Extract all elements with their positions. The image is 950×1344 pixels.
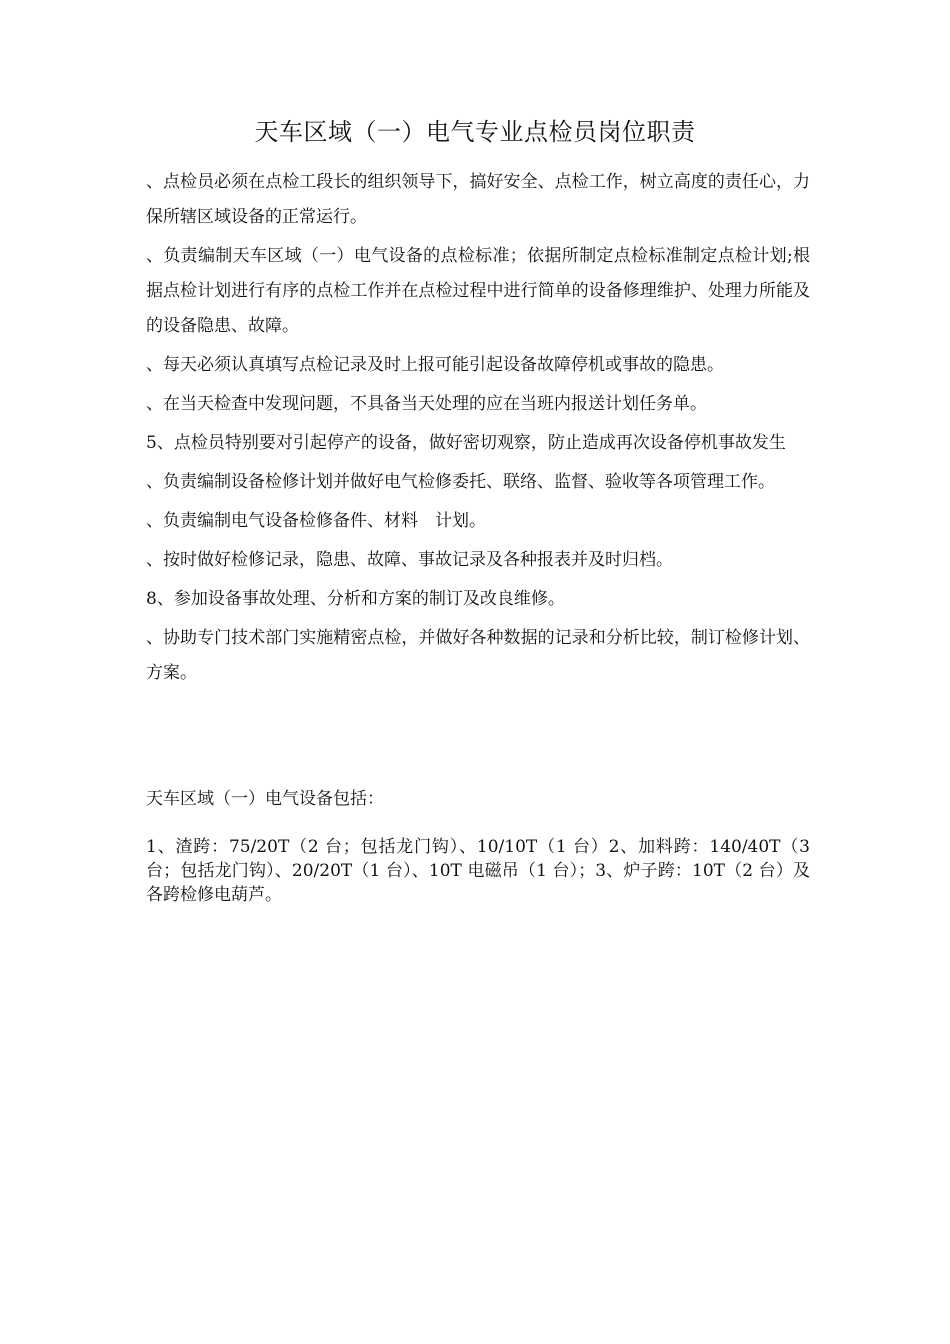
duty-item [146, 621, 810, 691]
duty-text: 负责编制设备检修计划并做好电气检修委托、联络、监督、验收等各项管理工作。 [163, 472, 775, 492]
duty-number: 、 [146, 355, 163, 375]
duty-text: 按时做好检修记录，隐患、故障、事故记录及各种报表并及时归档。 [163, 550, 673, 570]
duty-text: 协助专门技术部门实施精密点检，并做好各种数据的记录和分析比较，制订检修计划、方案。 [146, 628, 811, 683]
duty-number: 、 [146, 472, 163, 492]
duty-number: 、 [146, 246, 164, 266]
duty-text: 在当天检查中发现问题，不具备当天处理的应在当班内报送计划任务单。 [163, 394, 707, 414]
equipment-heading: 天车区域（一）电气设备包括： [146, 789, 384, 809]
duty-item [146, 543, 810, 578]
duty-text: 负责编制天车区域（一）电气设备的点检标准；依据所制定点检标准制定点检计划;根据点检计划进行有序的点检工作并在点检过程中进行简单的设备修理维护、处理力所能及的设备隐患、故障。 [146, 246, 810, 336]
duty-number: 、 [146, 550, 163, 570]
equipment-list: 1、渣跨：75/20T（2 台；包括龙门钩）、10/10T（1 台）2、加料跨：140/40T（3 台；包括龙门钩）、20/20T（1 台）、10T 电磁吊（1 台）；3、炉子跨：10T（2 台）及各跨检修电葫芦。 [146, 837, 810, 905]
duty-item [146, 465, 810, 500]
duty-item [146, 426, 810, 461]
duty-number: 8、 [146, 589, 174, 609]
duty-item [146, 348, 810, 383]
duty-item [146, 504, 810, 539]
duty-item [146, 387, 810, 422]
duty-item [146, 239, 810, 344]
duty-text: 负责编制电气设备检修备件、材料 计划。 [163, 511, 486, 531]
duty-text: 点检员特别要对引起停产的设备，做好密切观察，防止造成再次设备停机事故发生 [173, 433, 786, 453]
duty-number: 、 [146, 394, 163, 414]
duty-number: 、 [146, 172, 164, 192]
duty-number: 5、 [146, 433, 174, 453]
document-title: 天车区域（一）电气专业点检员岗位职责 [254, 118, 696, 146]
duties-list [146, 165, 810, 695]
duty-text: 每天必须认真填写点检记录及时上报可能引起设备故障停机或事故的隐患。 [163, 355, 724, 375]
duty-number: 、 [146, 628, 164, 648]
duty-text: 参加设备事故处理、分析和方案的制订及改良维修。 [173, 589, 565, 609]
duty-item [146, 582, 810, 617]
duty-number: 、 [146, 511, 163, 531]
duty-text: 点检员必须在点检工段长的组织领导下，搞好安全、点检工作，树立高度的责任心，力保所辖区域设备的正常运行。 [146, 172, 811, 227]
duty-item [146, 165, 810, 235]
